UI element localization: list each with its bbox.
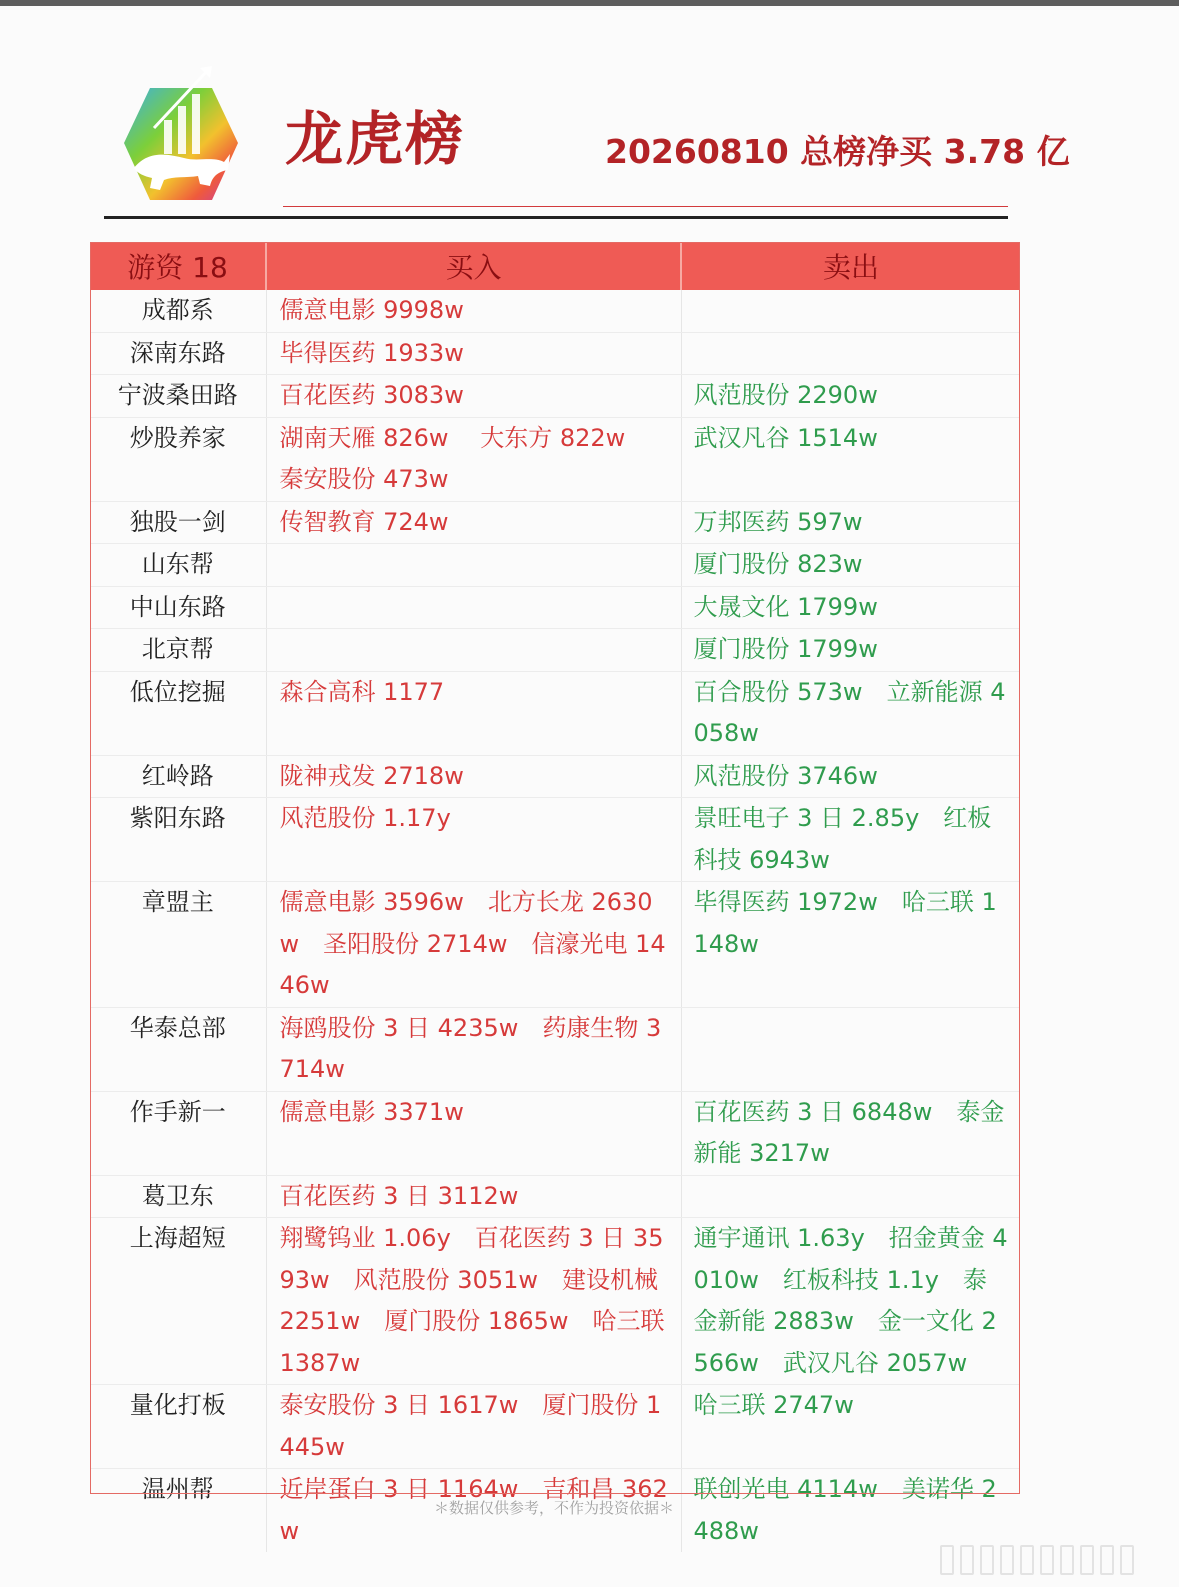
- sell-cell: 风范股份 2290w: [681, 375, 1020, 418]
- top-bar: [0, 0, 1179, 6]
- buy-cell: 儒意电影 9998w: [266, 290, 681, 332]
- dragon-tiger-table: [90, 242, 1020, 1552]
- sell-cell: [681, 332, 1020, 375]
- trader-name-cell: 成都系: [90, 290, 266, 332]
- buy-cell: 陇神戎发 2718w: [266, 755, 681, 798]
- trader-name-cell: 上海超短: [90, 1218, 266, 1385]
- sell-cell: 万邦医药 597w: [681, 501, 1020, 544]
- buy-cell: [266, 586, 681, 629]
- trader-name-cell: 红岭路: [90, 755, 266, 798]
- sell-cell: [681, 290, 1020, 332]
- bull-logo-icon: [120, 58, 242, 208]
- title-underline: [283, 206, 1008, 207]
- trader-name-cell: 低位挖掘: [90, 671, 266, 755]
- sell-cell: 联创光电 4114w 美诺华 2488w: [693, 1475, 997, 1545]
- buy-cell: 海鸥股份 3 日 4235w 药康生物 3714w: [266, 1007, 681, 1091]
- table-header-row: [90, 242, 1020, 290]
- buy-cell: 传智教育 724w: [266, 501, 681, 544]
- table-row: [90, 544, 1020, 587]
- table-row: [90, 671, 1020, 755]
- trader-name-cell: 作手新一: [90, 1091, 266, 1175]
- watermark-icon: [940, 1545, 1165, 1573]
- sell-cell: 武汉凡谷 1514w: [681, 417, 1020, 501]
- buy-cell: 湖南天雁 826w 大东方 822w 秦安股份 473w: [266, 417, 681, 501]
- header-divider: [104, 216, 1008, 219]
- buy-cell: 泰安股份 3 日 1617w 厦门股份 1445w: [266, 1385, 681, 1469]
- table-row: [90, 1175, 1020, 1218]
- disclaimer: ＊数据仅供参考，不作为投资依据＊: [433, 1499, 674, 1517]
- table-row: [90, 586, 1020, 629]
- table-row: [90, 1091, 1020, 1175]
- summary-text: 20260810 总榜净买 3.78 亿: [605, 132, 1070, 171]
- sell-cell: 百合股份 573w 立新能源 4058w: [681, 671, 1020, 755]
- sell-cell: 哈三联 2747w: [681, 1385, 1020, 1469]
- trader-name-cell: 独股一剑: [90, 501, 266, 544]
- table-row: [90, 501, 1020, 544]
- trader-name-cell: 山东帮: [90, 544, 266, 587]
- sell-cell: 厦门股份 823w: [681, 544, 1020, 587]
- trader-name-cell: 温州帮: [90, 1469, 266, 1553]
- buy-cell: 毕得医药 1933w: [266, 332, 681, 375]
- buy-cell: 近岸蛋白 3 日 1164w 吉和昌 362w: [266, 1469, 681, 1553]
- buy-cell: 儒意电影 3596w 北方长龙 2630w 圣阳股份 2714w 信濠光电 1446w: [266, 882, 681, 1008]
- table-row: [90, 332, 1020, 375]
- column-header-buy: 买入: [266, 242, 681, 290]
- sell-cell: 景旺电子 3 日 2.85y 红板科技 6943w: [681, 798, 1020, 882]
- sell-cell: 百花医药 3 日 6848w 泰金新能 3217w: [681, 1091, 1020, 1175]
- trader-name-cell: 紫阳东路: [90, 798, 266, 882]
- buy-cell: [266, 629, 681, 672]
- trader-name-cell: 深南东路: [90, 332, 266, 375]
- trader-name-cell: 华泰总部: [90, 1007, 266, 1091]
- trader-name-cell: 量化打板: [90, 1385, 266, 1469]
- sell-cell: [681, 1175, 1020, 1218]
- table-row: [90, 417, 1020, 501]
- sell-cell: [681, 1007, 1020, 1091]
- column-header-sell: 卖出: [681, 242, 1020, 290]
- table-row: [90, 1218, 1020, 1385]
- buy-cell: 风范股份 1.17y: [266, 798, 681, 882]
- sell-cell: 大晟文化 1799w: [681, 586, 1020, 629]
- buy-cell: [266, 544, 681, 587]
- buy-cell: 百花医药 3083w: [266, 375, 681, 418]
- trader-name-cell: 中山东路: [90, 586, 266, 629]
- table-row: [90, 290, 1020, 332]
- trader-name-cell: 炒股养家: [90, 417, 266, 501]
- table-row: [90, 1007, 1020, 1091]
- trader-name-cell: 北京帮: [90, 629, 266, 672]
- trader-name-cell: 葛卫东: [90, 1175, 266, 1218]
- sell-cell: 厦门股份 1799w: [681, 629, 1020, 672]
- buy-cell: 森合高科 1177: [266, 671, 681, 755]
- buy-cell: 翔鹭钨业 1.06y 百花医药 3 日 3593w 风范股份 3051w 建设机械 2251w 厦门股份 1865w 哈三联 1387w: [266, 1218, 681, 1385]
- table-row: [90, 1385, 1020, 1469]
- sell-cell: 毕得医药 1972w 哈三联 1148w: [681, 882, 1020, 1008]
- page-title: 龙虎榜: [285, 105, 466, 173]
- buy-cell: 儒意电影 3371w: [266, 1091, 681, 1175]
- column-header-traders: 游资 18: [90, 242, 266, 290]
- table-row: [90, 882, 1020, 1008]
- table-row: [90, 798, 1020, 882]
- sell-cell: 风范股份 3746w: [681, 755, 1020, 798]
- buy-cell: 百花医药 3 日 3112w: [266, 1175, 681, 1218]
- table-row: [90, 629, 1020, 672]
- trader-name-cell: 章盟主: [90, 882, 266, 1008]
- table-row: [90, 375, 1020, 418]
- sell-cell: 通宇通讯 1.63y 招金黄金 4010w 红板科技 1.1y 泰金新能 2883w 金一文化 2566w 武汉凡谷 2057w: [681, 1218, 1020, 1385]
- table-row: [90, 755, 1020, 798]
- trader-name-cell: 宁波桑田路: [90, 375, 266, 418]
